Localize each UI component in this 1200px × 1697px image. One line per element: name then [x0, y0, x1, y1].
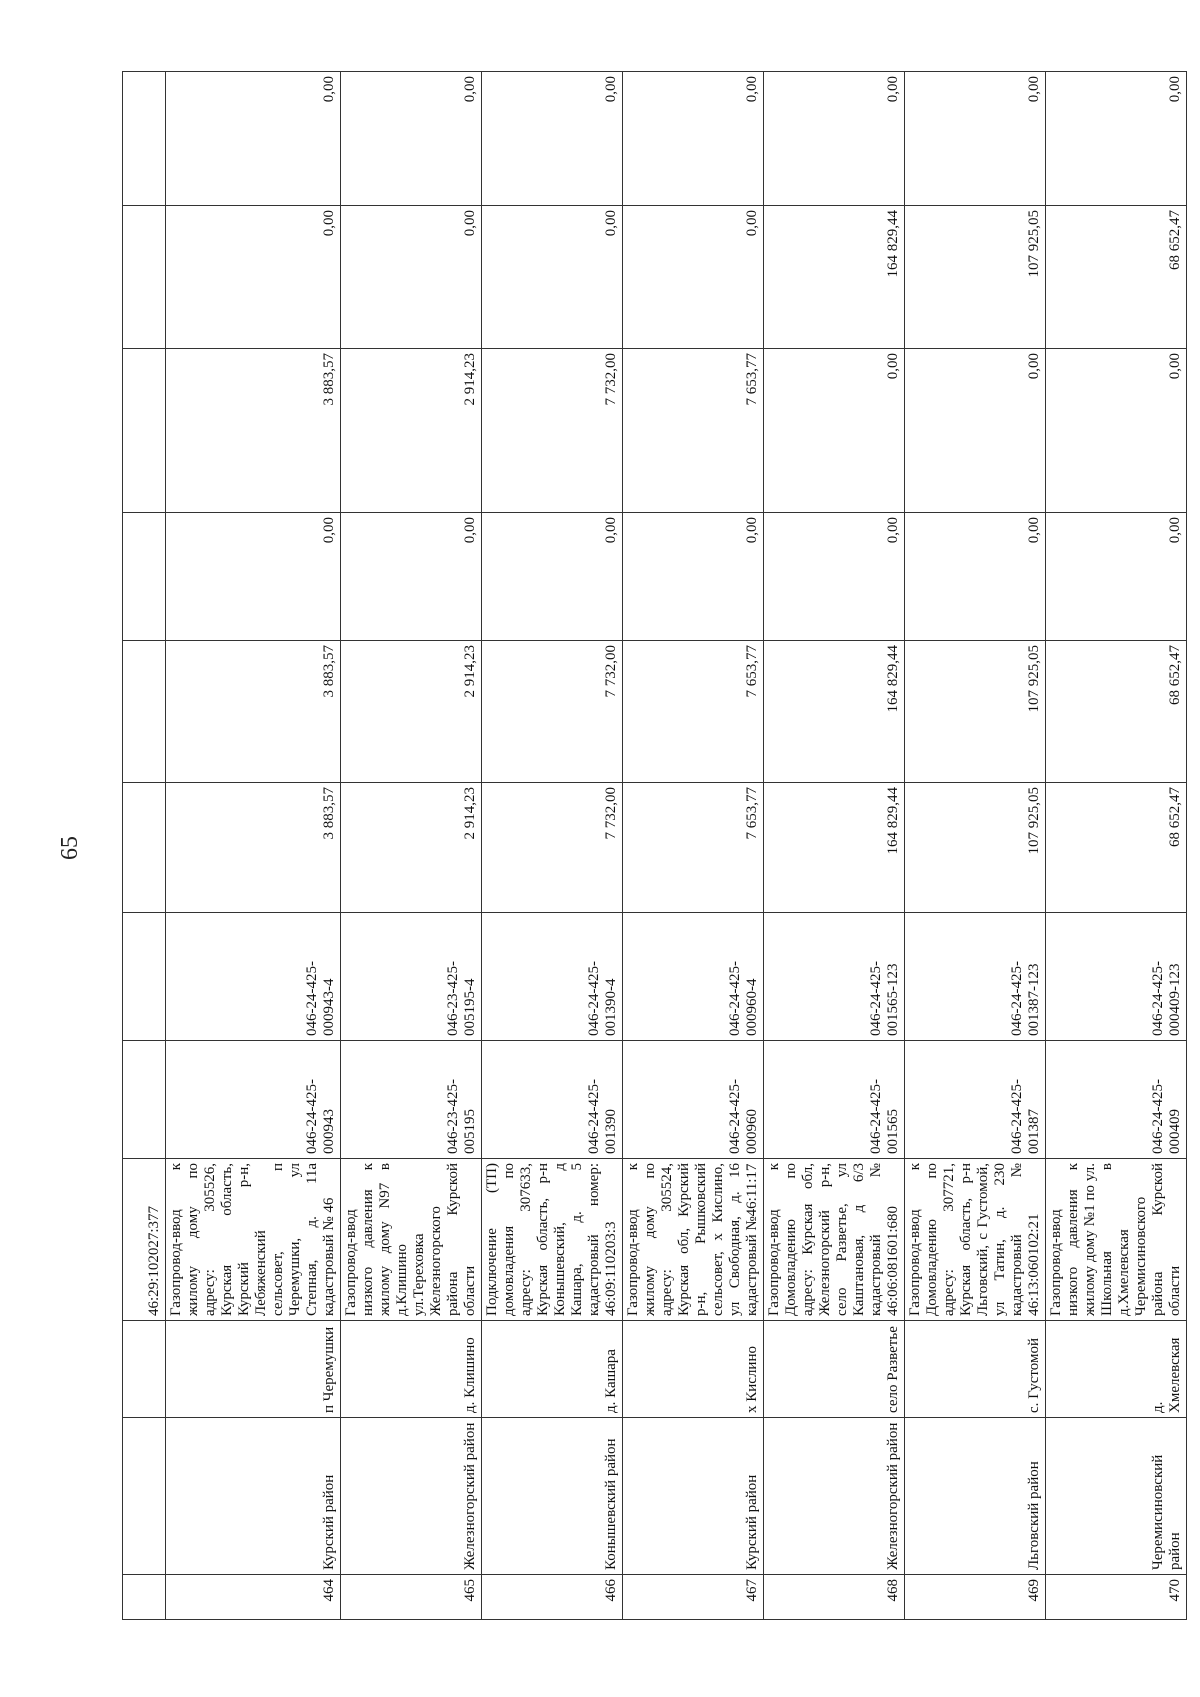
district-cell: Железногорский район: [341, 1418, 482, 1575]
value-cell-2: 68 652,47: [1046, 641, 1187, 783]
table-row: [905, 72, 1046, 1620]
value-cell-1: 3 883,57: [166, 783, 341, 913]
inventory-number-cell: 046-24-425-001390: [482, 1041, 623, 1159]
value-cell-3: 0,00: [166, 513, 341, 641]
value-cell-6: 0,00: [623, 72, 764, 206]
value-cell-4: 7 653,77: [623, 349, 764, 513]
value-cell-1: 68 652,47: [1046, 783, 1187, 913]
object-code-cell: 046-24-425-001390-4: [482, 913, 623, 1041]
description-cell: Газопровод-ввод к Домовладению по адресу: Курская обл, Железногорский р-н, село Разветье, ул Каштановая, д 6/3 кадастровый № 46:06:081601:680: [764, 1159, 905, 1321]
inventory-number-cell: 046-24-425-001387: [905, 1041, 1046, 1159]
district-cell: Льговский район: [905, 1418, 1046, 1575]
continuation-empty-cell: [123, 72, 166, 206]
inventory-number-cell: 046-24-425-000960: [623, 1041, 764, 1159]
value-cell-1: 107 925,05: [905, 783, 1046, 913]
inventory-number-cell: 046-24-425-000943: [166, 1041, 341, 1159]
continuation-empty-cell: [123, 783, 166, 913]
description-cell: Подключение (ТП) домовладения по адресу: 307633, Курская область, р-н Конышевский, д Кашара, д. 5 кадастровый номер: 46:09:110203:3: [482, 1159, 623, 1321]
value-cell-5: 107 925,05: [905, 206, 1046, 349]
table-row: [482, 72, 623, 1620]
object-code-cell: 046-23-425-005195-4: [341, 913, 482, 1041]
object-code-cell: 046-24-425-001565-123: [764, 913, 905, 1041]
table-row-continuation: [123, 72, 166, 1620]
value-cell-4: 0,00: [764, 349, 905, 513]
settlement-cell: д. Кашара: [482, 1321, 623, 1418]
settlement-cell: х Кислино: [623, 1321, 764, 1418]
district-cell: Железногорский район: [764, 1418, 905, 1575]
value-cell-2: 7 653,77: [623, 641, 764, 783]
district-cell: Курский район: [166, 1418, 341, 1575]
inventory-number-cell: 046-23-425-005195: [341, 1041, 482, 1159]
district-cell: Черемисиновский район: [1046, 1418, 1187, 1575]
settlement-cell: д. Хмелевская: [1046, 1321, 1187, 1418]
table-row: [623, 72, 764, 1620]
inventory-number-cell: 046-24-425-001565: [764, 1041, 905, 1159]
table-row: [764, 72, 905, 1620]
value-cell-5: 0,00: [166, 206, 341, 349]
value-cell-3: 0,00: [1046, 513, 1187, 641]
continuation-empty-cell: [123, 1041, 166, 1159]
object-code-cell: 046-24-425-000943-4: [166, 913, 341, 1041]
register-table: [122, 71, 1187, 1620]
settlement-cell: д. Клишино: [341, 1321, 482, 1418]
continuation-empty-cell: [123, 513, 166, 641]
description-cell: Газопровод-ввод к Домовладению по адресу: 307721, Курская область, р-н Льговский, с Густомой, ул Татин, д. 230 кадастровый № 46:13:060102:21: [905, 1159, 1046, 1321]
value-cell-1: 7 653,77: [623, 783, 764, 913]
value-cell-6: 0,00: [341, 72, 482, 206]
settlement-cell: с. Густомой: [905, 1321, 1046, 1418]
row-index: 467: [623, 1575, 764, 1620]
value-cell-3: 0,00: [764, 513, 905, 641]
settlement-cell: п Черемушки: [166, 1321, 341, 1418]
table-row: [1046, 72, 1187, 1620]
object-code-cell: 046-24-425-000409-123: [1046, 913, 1187, 1041]
value-cell-4: 0,00: [905, 349, 1046, 513]
value-cell-6: 0,00: [482, 72, 623, 206]
value-cell-4: 0,00: [1046, 349, 1187, 513]
value-cell-2: 2 914,23: [341, 641, 482, 783]
row-index: 466: [482, 1575, 623, 1620]
table-row: [341, 72, 482, 1620]
value-cell-4: 3 883,57: [166, 349, 341, 513]
value-cell-5: 164 829,44: [764, 206, 905, 349]
value-cell-3: 0,00: [341, 513, 482, 641]
value-cell-2: 7 732,00: [482, 641, 623, 783]
value-cell-2: 3 883,57: [166, 641, 341, 783]
continuation-empty-cell: [123, 1418, 166, 1575]
table-row: [166, 72, 341, 1620]
value-cell-6: 0,00: [905, 72, 1046, 206]
row-index: 464: [166, 1575, 341, 1620]
value-cell-5: 0,00: [341, 206, 482, 349]
object-code-cell: 046-24-425-001387-123: [905, 913, 1046, 1041]
description-cell: Газопровод-ввод низкого давления к жилому дому №1 по ул. Школьная в д.Хмелевская Черемисиновского района Курской области: [1046, 1159, 1187, 1321]
row-index: 469: [905, 1575, 1046, 1620]
continuation-empty-cell: [123, 913, 166, 1041]
continuation-empty-cell: [123, 206, 166, 349]
continuation-empty-cell: [123, 1575, 166, 1620]
value-cell-6: 0,00: [1046, 72, 1187, 206]
value-cell-2: 164 829,44: [764, 641, 905, 783]
continuation-empty-cell: [123, 641, 166, 783]
description-cell: Газопровод-ввод к жилому дому по адресу: 305526, Курская область, Курский р-н, Лебяженский сельсовет, п Черемушки, ул Степная, д. 11а кадастровый № 46: [166, 1159, 341, 1321]
district-cell: Курский район: [623, 1418, 764, 1575]
value-cell-6: 0,00: [764, 72, 905, 206]
value-cell-5: 0,00: [482, 206, 623, 349]
object-code-cell: 046-24-425-000960-4: [623, 913, 764, 1041]
value-cell-4: 7 732,00: [482, 349, 623, 513]
value-cell-5: 68 652,47: [1046, 206, 1187, 349]
district-cell: Конышевский район: [482, 1418, 623, 1575]
continuation-empty-cell: [123, 1321, 166, 1418]
value-cell-3: 0,00: [482, 513, 623, 641]
continuation-cadastral-cell: 46:29:102027:377: [123, 1159, 166, 1321]
value-cell-1: 7 732,00: [482, 783, 623, 913]
continuation-empty-cell: [123, 349, 166, 513]
page-number: 65: [56, 836, 83, 860]
inventory-number-cell: 046-24-425-000409: [1046, 1041, 1187, 1159]
value-cell-5: 0,00: [623, 206, 764, 349]
row-index: 468: [764, 1575, 905, 1620]
value-cell-4: 2 914,23: [341, 349, 482, 513]
description-cell: Газопровод-ввод низкого давления к жилому дому N97 в д.Клишино ул.Тереховка Железногорского района Курской области: [341, 1159, 482, 1321]
value-cell-1: 164 829,44: [764, 783, 905, 913]
value-cell-2: 107 925,05: [905, 641, 1046, 783]
row-index: 470: [1046, 1575, 1187, 1620]
settlement-cell: село Разветье: [764, 1321, 905, 1418]
value-cell-6: 0,00: [166, 72, 341, 206]
value-cell-3: 0,00: [905, 513, 1046, 641]
row-index: 465: [341, 1575, 482, 1620]
description-cell: Газопровод-ввод к жилому дому по адресу: 305524, Курская обл, Курский р-н, Рышковский сельсовет, х Кислино, ул Свободная, д. 16 кадастровый №46:11:17: [623, 1159, 764, 1321]
value-cell-3: 0,00: [623, 513, 764, 641]
value-cell-1: 2 914,23: [341, 783, 482, 913]
